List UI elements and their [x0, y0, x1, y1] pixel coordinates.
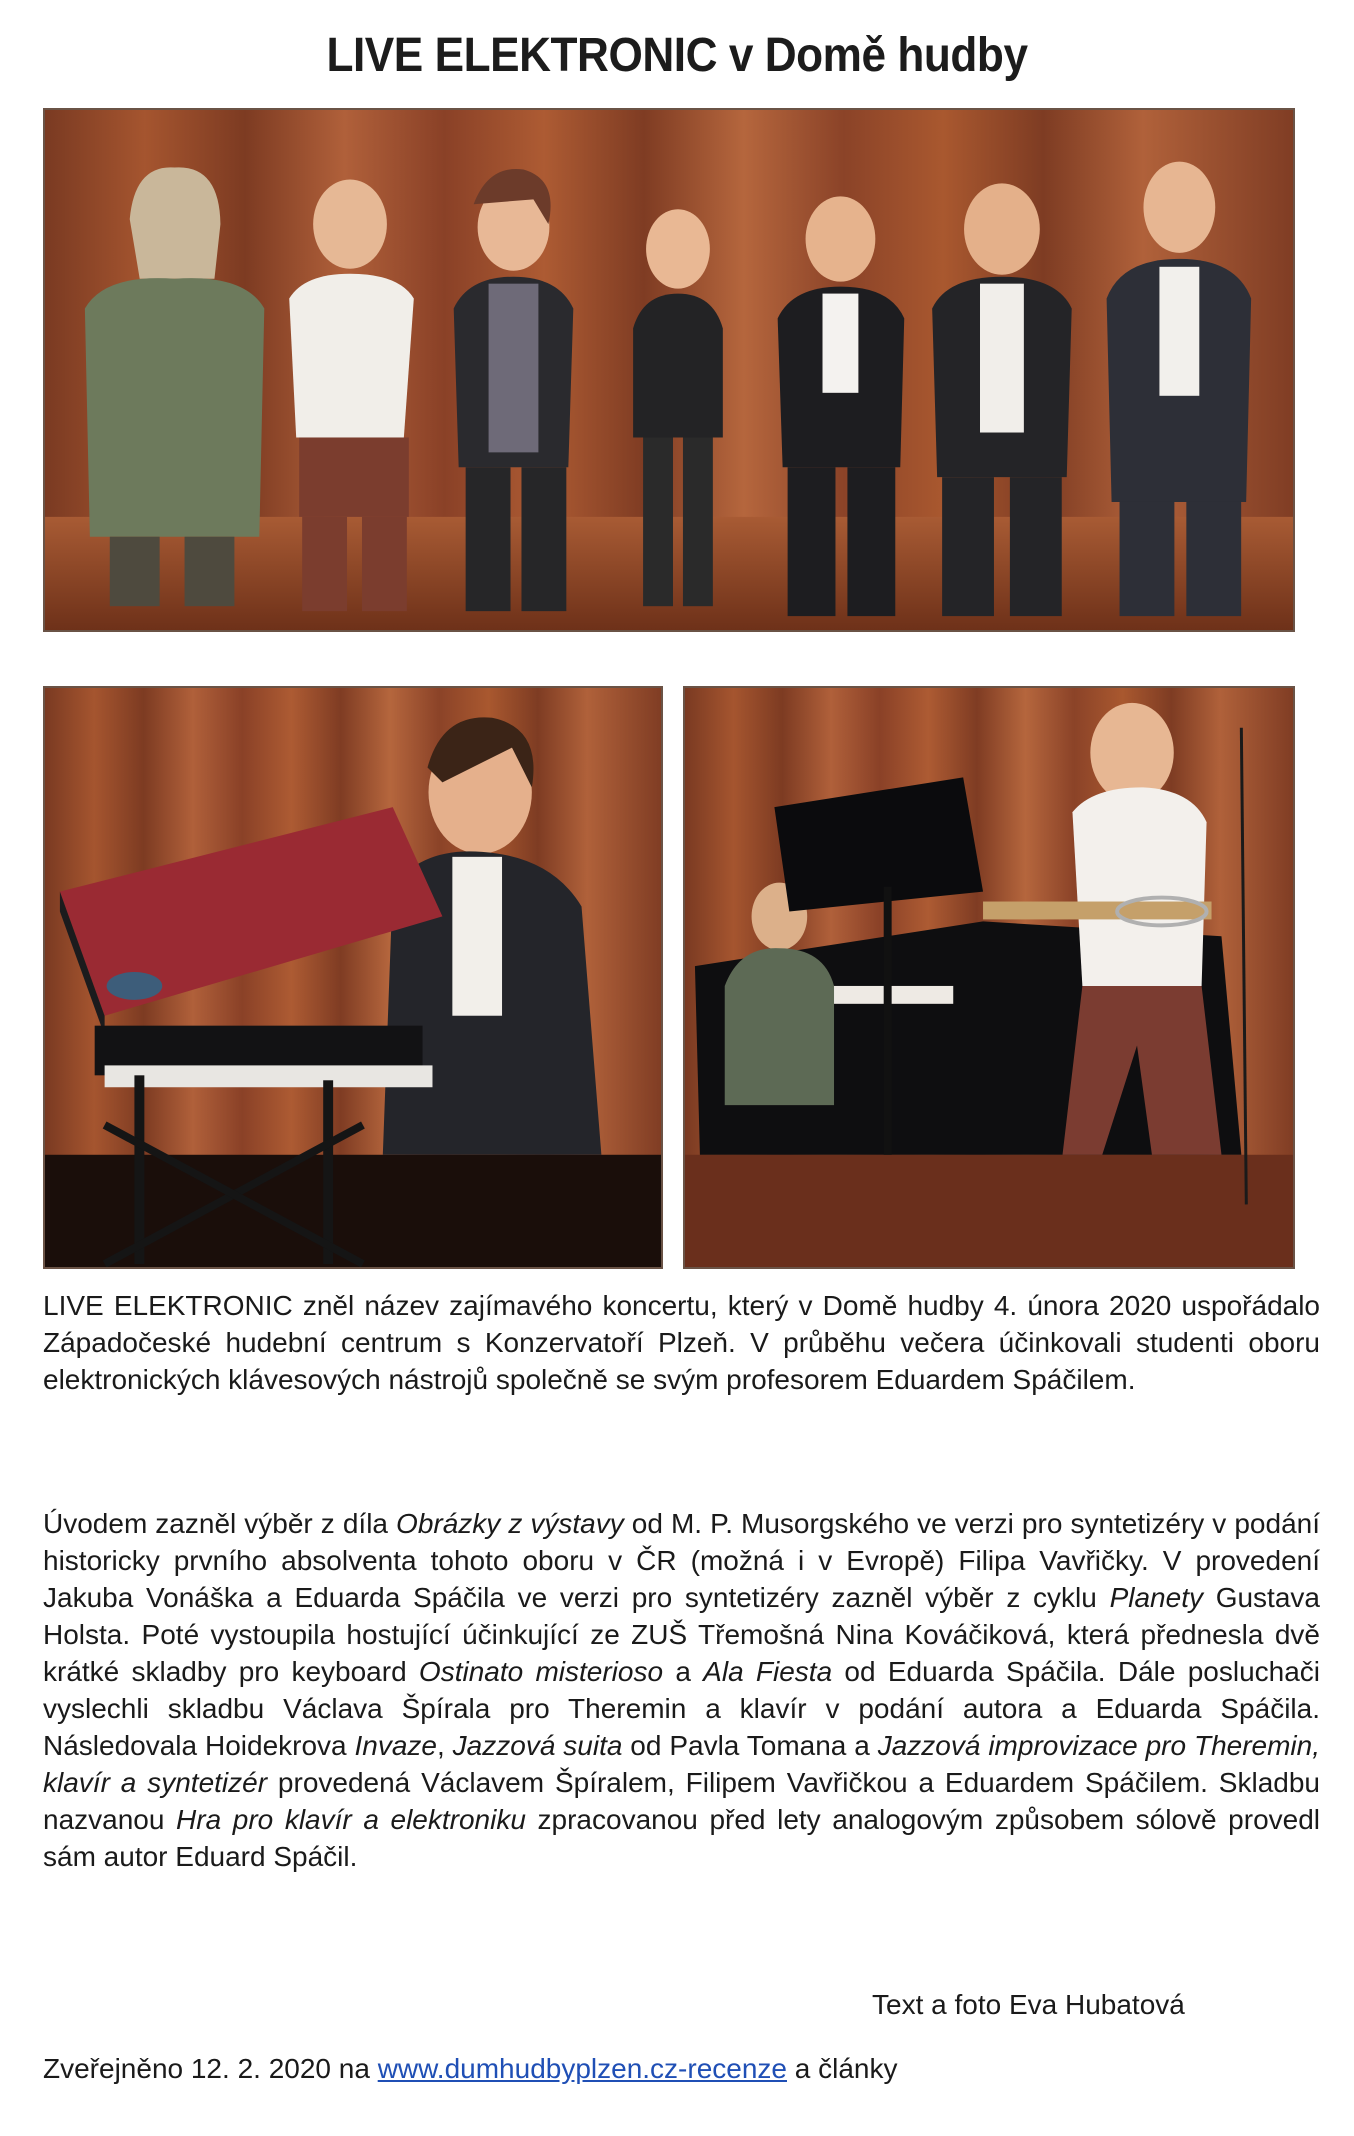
work-title: Ala Fiesta — [703, 1656, 833, 1687]
theremin-piano-image — [685, 688, 1293, 1267]
article-title: LIVE ELEKTRONIC v Domě hudby — [326, 29, 1028, 82]
work-title: Obrázky z výstavy — [396, 1508, 624, 1539]
text-run: provedená Václavem Špíralem, Filipem Vavřičkou a Eduardem Spáčilem. Skladbu nazvanou — [43, 1767, 1320, 1835]
footer-suffix: a články — [787, 2053, 898, 2084]
work-title: Planety — [1109, 1582, 1203, 1613]
article-paragraph-1 — [43, 1287, 1320, 1398]
text-run: , — [437, 1730, 453, 1761]
website-link[interactable]: www.dumhudbyplzen.cz-recenze — [377, 2053, 787, 2084]
text-run: zpracovanou před lety analogovým způsobem sólově provedl sám autor Eduard Spáčil. — [43, 1804, 1321, 1872]
work-title: Invaze — [354, 1730, 437, 1761]
keyboard-performer-photo — [43, 686, 663, 1269]
text-run: od Pavla Tomana a — [622, 1730, 878, 1761]
text-run: Gustava Holsta. Poté vystoupila hostující účinkující ze ZUŠ Třemošná Nina Kováčiková, která přednesla dvě krátké skladby pro keyboard — [43, 1582, 1320, 1687]
text-run: od M. P. Musorgského ve verzi pro syntetizéry v podání historicky prvního absolventa tohoto oboru v ČR (možná i v Evropě) Filipa Vavřičky. V provedení Jakuba Vonáška a Eduarda Spáčila ve verzi pro syntetizéry zazněl výběr z cyklu — [43, 1508, 1320, 1613]
footer-prefix: Zveřejněno 12. 2. 2020 na — [43, 2053, 378, 2084]
publication-footer — [43, 2050, 898, 2087]
group-photo — [43, 108, 1295, 632]
work-title: Ostinato misterioso — [418, 1656, 664, 1687]
text-run: od Eduarda Spáčila. Dále posluchači vyslechli skladbu Václava Špírala pro Theremin a klavír v podání autora a Eduarda Spáčila. Následovala Hoidekrova — [43, 1656, 1321, 1761]
text-run: a — [663, 1656, 704, 1687]
text-run: Úvodem zazněl výběr z díla — [43, 1508, 397, 1539]
work-title: Hra pro klavír a elektroniku — [176, 1804, 526, 1835]
work-title: Jazzová suita — [452, 1730, 623, 1761]
keyboard-performer-image — [45, 688, 661, 1267]
article-paragraph-2 — [43, 1505, 1320, 1875]
text-run: LIVE ELEKTRONIC zněl název zajímavého koncertu, který v Domě hudby 4. února 2020 uspořádalo Západočeské hudební centrum s Konzervatoří Plzeň. V průběhu večera účinkovali studenti oboru elektronických klávesových nástrojů společně se svým profesorem Eduardem Spáčilem. — [43, 1290, 1320, 1395]
work-title: Jazzová improvizace pro Theremin, klavír a syntetizér — [43, 1730, 1321, 1798]
photo-text-credit: Text a foto Eva Hubatová — [872, 1989, 1185, 2020]
group-photo-image — [45, 110, 1293, 630]
theremin-piano-photo — [683, 686, 1295, 1269]
